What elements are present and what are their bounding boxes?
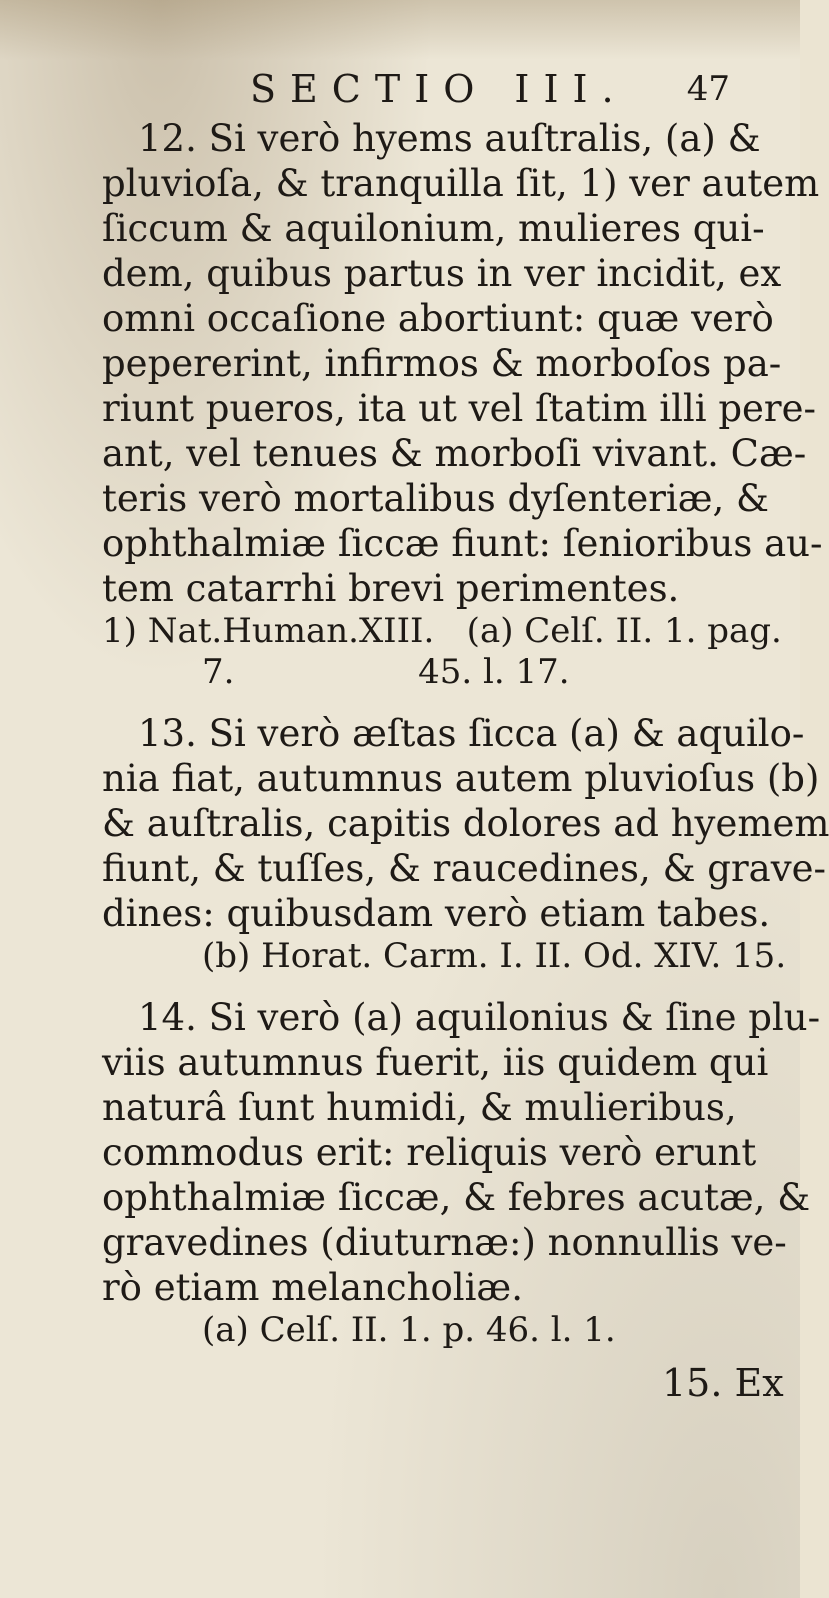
paragraph-14 bbox=[102, 995, 821, 1351]
footnote-line: 7. 45. l. 17. bbox=[202, 652, 570, 692]
body-text bbox=[102, 116, 829, 1351]
text-line: riunt pueros, ita ut vel ſtatim illi pere- bbox=[102, 387, 817, 430]
text-line: dem, quibus partus in ver incidit, ex bbox=[102, 252, 782, 295]
text-line: ſiccum & aquilonium, mulieres qui- bbox=[102, 207, 765, 250]
footnote-line: 1) Nat.Human.XIII. (a) Celſ. II. 1. pag. bbox=[102, 611, 782, 651]
paragraph-12 bbox=[102, 116, 823, 693]
text-line: pepererint, infirmos & morboſos pa- bbox=[102, 342, 782, 385]
text-line: ophthalmiæ ſiccæ fiunt: ſenioribus au- bbox=[102, 522, 823, 565]
text-line: 12. Si verò hyems auſtralis, (a) & bbox=[138, 117, 761, 160]
text-line: commodus erit: reliquis verò erunt bbox=[102, 1131, 757, 1174]
running-head: SECTIO III. bbox=[250, 67, 628, 111]
text-line: ant, vel tenues & morboſi vivant. Cæ- bbox=[102, 432, 807, 475]
text-line: naturâ ſunt humidi, & mulieribus, bbox=[102, 1086, 737, 1129]
text-line: gravedines (diuturnæ:) nonnullis ve- bbox=[102, 1221, 787, 1264]
text-line: 14. Si verò (a) aquilonius & ſine plu- bbox=[138, 996, 821, 1039]
text-line: nia fiat, autumnus autem pluvioſus (b) bbox=[102, 757, 820, 800]
page-number: 47 bbox=[686, 69, 730, 109]
catchword: 15. Ex bbox=[662, 1361, 784, 1405]
text-line: fiunt, & tuſſes, & raucedines, & grave- bbox=[102, 847, 826, 890]
text-line: viis autumnus fuerit, iis quidem qui bbox=[102, 1041, 769, 1084]
paragraph-13 bbox=[102, 711, 829, 977]
text-line: pluvioſa, & tranquilla ſit, 1) ver autem bbox=[102, 162, 820, 205]
text-line: teris verò mortalibus dyſenteriæ, & bbox=[102, 477, 769, 520]
footnote-line: (b) Horat. Carm. I. II. Od. XIV. 15. bbox=[202, 936, 787, 976]
text-line: & auſtralis, capitis dolores ad hyemem bbox=[102, 802, 829, 845]
page-header bbox=[110, 64, 730, 114]
text-line: ophthalmiæ ſiccæ, & febres acutæ, & bbox=[102, 1176, 811, 1219]
text-line: dines: quibusdam verò etiam tabes. bbox=[102, 892, 771, 935]
text-line: rò etiam melancholiæ. bbox=[102, 1266, 523, 1309]
text-line: tem catarrhi brevi perimentes. bbox=[102, 567, 680, 610]
text-line: omni occaſione abortiunt: quæ verò bbox=[102, 297, 774, 340]
footnote-line: (a) Celſ. II. 1. p. 46. l. 1. bbox=[202, 1310, 616, 1350]
text-line: 13. Si verò æſtas ſicca (a) & aquilo- bbox=[138, 712, 805, 755]
